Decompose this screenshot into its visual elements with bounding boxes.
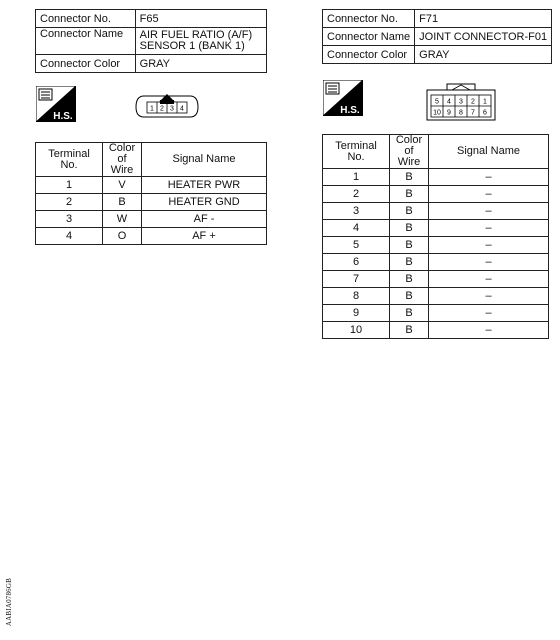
- table-row: [323, 271, 549, 288]
- connector-color-value: GRAY: [135, 55, 266, 73]
- connector-name-label: Connector Name: [323, 28, 415, 46]
- terminal-no-header: Terminal No.: [36, 143, 103, 177]
- terminal-cell: 9: [323, 305, 390, 322]
- connector-no-row: [323, 10, 552, 28]
- pin-label: 6: [483, 109, 487, 117]
- connector-no-row: [36, 10, 267, 28]
- wire-label: Wire: [397, 156, 421, 168]
- table-row: [323, 322, 549, 339]
- terminal-cell: 1: [36, 177, 103, 194]
- connector-no-label: Connector No.: [36, 10, 136, 28]
- color-cell: B: [390, 271, 429, 288]
- signal-cell: –: [429, 322, 549, 339]
- pin-label: 1: [483, 98, 487, 106]
- color-cell: B: [390, 186, 429, 203]
- color-cell: B: [390, 203, 429, 220]
- signal-cell: –: [429, 288, 549, 305]
- pin-label: 9: [447, 109, 451, 117]
- wire-label: Wire: [110, 164, 134, 176]
- pin-label: 4: [180, 105, 184, 113]
- color-cell: B: [390, 220, 429, 237]
- connector-color-value: GRAY: [415, 46, 552, 64]
- signal-cell: HEATER PWR: [142, 177, 267, 194]
- color-cell: B: [390, 288, 429, 305]
- connector-name-line2: SENSOR 1 (BANK 1): [139, 40, 245, 52]
- terminal-cell: 4: [36, 228, 103, 245]
- pin-label: 5: [435, 98, 439, 106]
- signal-cell: –: [429, 169, 549, 186]
- terminal-cell: 1: [323, 169, 390, 186]
- terminal-cell: 8: [323, 288, 390, 305]
- terminal-cell: 3: [323, 203, 390, 220]
- pin-label: 1: [150, 105, 154, 113]
- table-row: [323, 237, 549, 254]
- connector-name-value: JOINT CONNECTOR-F01: [415, 28, 552, 46]
- terminal-cell: 10: [323, 322, 390, 339]
- terminal-no-header: Terminal No.: [323, 135, 390, 169]
- table-header: [36, 143, 267, 177]
- color-cell: O: [103, 228, 142, 245]
- signal-cell: AF -: [142, 211, 267, 228]
- signal-cell: HEATER GND: [142, 194, 267, 211]
- color-of-wire-header: [103, 143, 142, 177]
- hs-label: H.S.: [53, 111, 73, 122]
- signal-cell: –: [429, 203, 549, 220]
- table-row: [36, 211, 267, 228]
- table-row: [323, 220, 549, 237]
- terminal-cell: 7: [323, 271, 390, 288]
- left-terminal-table: [35, 142, 267, 245]
- pin-label: 8: [459, 109, 463, 117]
- table-row: [323, 169, 549, 186]
- signal-cell: –: [429, 254, 549, 271]
- connector-no-label: Connector No.: [323, 10, 415, 28]
- pin-label: 3: [170, 105, 174, 113]
- color-cell: B: [390, 254, 429, 271]
- pin-label: 2: [471, 98, 475, 106]
- pin-label: 10: [433, 109, 441, 117]
- terminal-cell: 3: [36, 211, 103, 228]
- signal-cell: –: [429, 186, 549, 203]
- color-of-wire-header: [390, 135, 429, 169]
- table-row: [323, 254, 549, 271]
- signal-cell: –: [429, 305, 549, 322]
- table-header: [323, 135, 549, 169]
- terminal-cell: 5: [323, 237, 390, 254]
- connector-color-label: Connector Color: [323, 46, 415, 64]
- color-cell: B: [103, 194, 142, 211]
- connector-name-label: Connector Name: [36, 28, 136, 55]
- table-row: [323, 203, 549, 220]
- connector-name-value: [135, 28, 266, 55]
- pin-label: 2: [160, 105, 164, 113]
- signal-cell: –: [429, 220, 549, 237]
- connector-name-line1: AIR FUEL RATIO (A/F): [139, 29, 253, 41]
- right-connector-info: [322, 9, 552, 64]
- pin-label: 3: [459, 98, 463, 106]
- terminal-cell: 2: [323, 186, 390, 203]
- table-row: [36, 228, 267, 245]
- pin-label: 7: [471, 109, 475, 117]
- connector-no-value: F71: [415, 10, 552, 28]
- pin-label: 4: [447, 98, 451, 106]
- color-cell: B: [390, 305, 429, 322]
- color-of-label: Color of: [395, 134, 423, 157]
- connector-color-row: [36, 55, 267, 73]
- connector-color-label: Connector Color: [36, 55, 136, 73]
- signal-cell: –: [429, 237, 549, 254]
- table-row: [323, 305, 549, 322]
- color-cell: B: [390, 169, 429, 186]
- color-of-label: Color of: [108, 142, 136, 165]
- color-cell: V: [103, 177, 142, 194]
- figure-code: AABIA0786GB: [5, 578, 13, 627]
- right-connector-face: [425, 80, 497, 122]
- hs-label: H.S.: [340, 105, 360, 116]
- terminal-cell: 6: [323, 254, 390, 271]
- signal-cell: AF +: [142, 228, 267, 245]
- table-row: [36, 194, 267, 211]
- terminal-cell: 4: [323, 220, 390, 237]
- table-row: [323, 186, 549, 203]
- connector-name-row: [36, 28, 267, 55]
- harness-side-icon: [323, 80, 363, 116]
- connector-color-row: [323, 46, 552, 64]
- terminal-cell: 2: [36, 194, 103, 211]
- connector-name-row: [323, 28, 552, 46]
- signal-name-header: Signal Name: [429, 135, 549, 169]
- left-connector-face: [134, 90, 200, 118]
- right-terminal-table: [322, 134, 549, 339]
- color-cell: B: [390, 322, 429, 339]
- left-connector-info: [35, 9, 267, 73]
- signal-cell: –: [429, 271, 549, 288]
- harness-side-icon: [36, 86, 76, 122]
- color-cell: W: [103, 211, 142, 228]
- table-row: [36, 177, 267, 194]
- color-cell: B: [390, 237, 429, 254]
- table-row: [323, 288, 549, 305]
- signal-name-header: Signal Name: [142, 143, 267, 177]
- connector-no-value: F65: [135, 10, 266, 28]
